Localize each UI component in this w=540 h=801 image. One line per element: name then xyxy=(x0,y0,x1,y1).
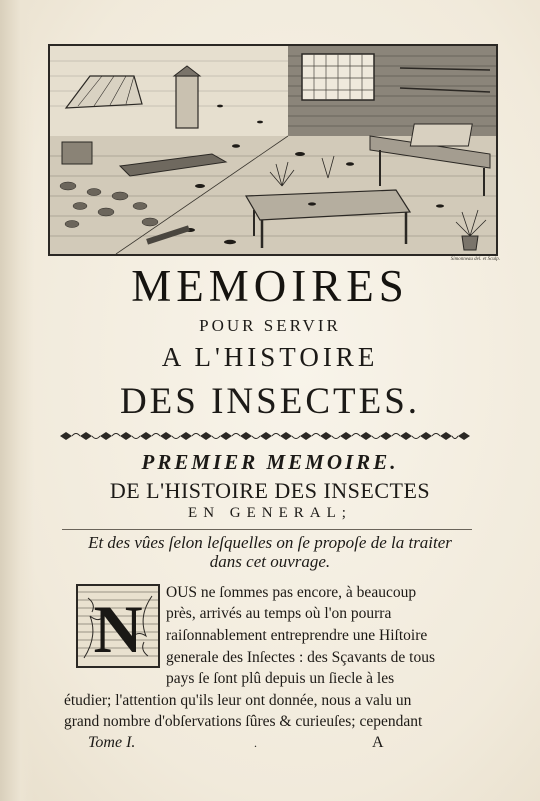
decorated-initial xyxy=(76,584,160,668)
title-a-lhistoire: A L'HISTOIRE xyxy=(161,342,379,372)
heading-histoire-insectes: DE L'HISTOIRE DES INSECTES xyxy=(109,478,431,503)
body-line-5: pays ſe ſont plû depuis un ſiecle à les xyxy=(166,670,395,687)
body-line-2: près, arrivés au temps où l'on pourra xyxy=(166,605,392,622)
heading-premier-memoire: PREMIER MEMOIRE. xyxy=(141,450,399,474)
body-line-6: étudier; l'attention qu'ils leur ont donnée, nous a valu un xyxy=(64,692,412,709)
subtitle-line-2: dans cet ouvrage. xyxy=(209,552,331,571)
title-pour-servir: POUR SERVIR xyxy=(199,316,341,335)
body-line-1: OUS ne ſommes pas encore, à beaucoup xyxy=(166,584,417,601)
initial-letter: N xyxy=(93,591,143,667)
headpiece-engraving xyxy=(48,44,498,256)
ornamental-rule xyxy=(60,430,470,442)
footer-dot: . xyxy=(254,736,257,750)
subtitle-line-1: Et des vûes ſelon leſquelles on ſe propoſe de la traiter xyxy=(88,533,452,552)
engraver-credit: Simonneau del. et Sculp. xyxy=(450,257,500,262)
body-line-4: generale des Inſectes : des Sçavants de tous xyxy=(166,649,436,666)
engraving-scene xyxy=(50,46,496,254)
body-line-7: grand nombre d'obſervations ſûres & curieuſes; cependant xyxy=(64,713,423,730)
title-memoires: MEMOIRES xyxy=(131,261,409,311)
heading-en-general: EN GENERAL; xyxy=(188,505,352,521)
signature-mark: A xyxy=(372,734,384,751)
body-line-3: raiſonnablement entreprendre une Hiſtoire xyxy=(166,627,428,644)
volume-label: Tome I. xyxy=(88,734,136,751)
title-des-insectes: DES INSECTES. xyxy=(119,381,421,422)
heading-rule xyxy=(62,529,472,530)
